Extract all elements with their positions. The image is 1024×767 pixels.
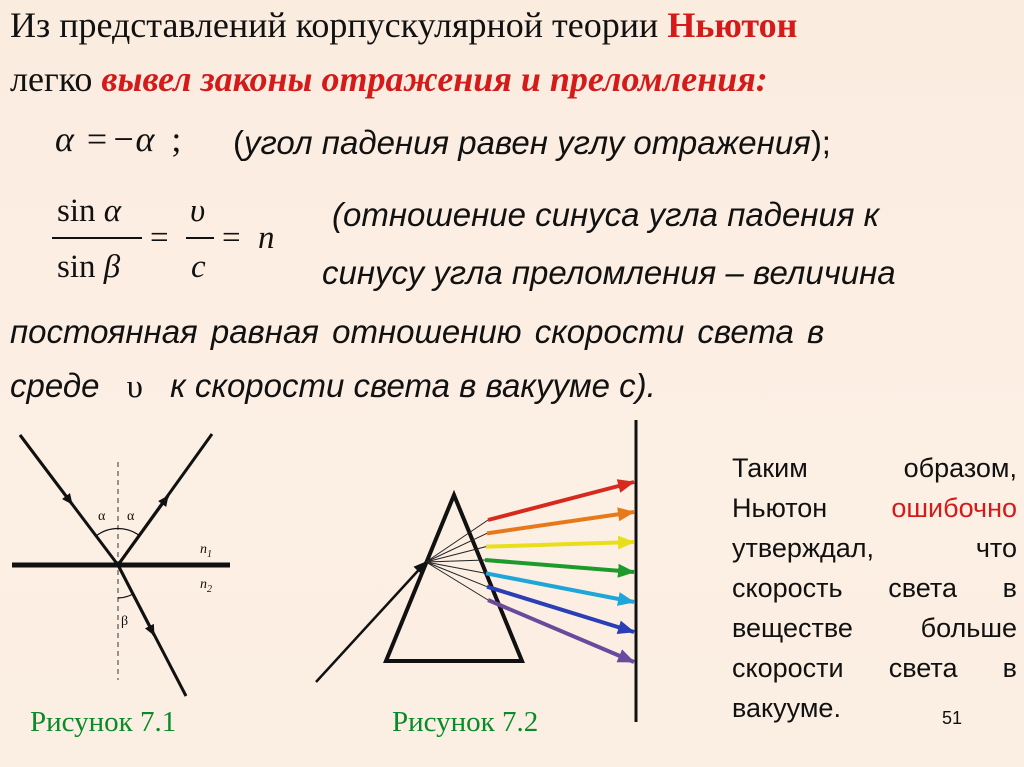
equals-sign: = (86, 119, 108, 159)
internal-ray (426, 562, 487, 587)
figure-7-1 (0, 420, 260, 720)
sin-label: sin (57, 193, 96, 229)
figure-7-1-caption: Рисунок 7.1 (30, 706, 177, 738)
word: вакууме. (732, 693, 841, 723)
conclusion-line (732, 608, 1017, 648)
fraction-bar (186, 237, 214, 239)
refraction-caption-3: постоянная равная отношению скорости света в (10, 313, 825, 350)
word: утверждал, (732, 533, 875, 563)
refraction-caption-1: (отношение синуса угла падения к (332, 196, 880, 233)
alpha-label: α (98, 509, 106, 524)
semicolon: ; (171, 119, 182, 159)
equals-sign: = (150, 220, 169, 256)
word: скорости (732, 653, 844, 683)
sin-label: sin (57, 249, 96, 285)
open-paren: ( (233, 124, 244, 161)
n2-label: $n_2$ (200, 577, 212, 595)
word: больше (920, 613, 1017, 643)
word: что (975, 533, 1017, 563)
equals-sign: = (222, 220, 241, 256)
word: Ньютон (732, 493, 828, 523)
mistakenly-word: ошибочно (891, 493, 1017, 523)
reflection-caption (233, 124, 831, 162)
figure-7-2 (300, 420, 645, 725)
dispersed-ray (486, 573, 634, 602)
refraction-caption-4 (10, 367, 656, 406)
laws-highlight: вывел законы отражения и преломления: (101, 59, 768, 99)
word: веществе (732, 613, 853, 643)
word: скорость (732, 573, 843, 603)
dispersed-ray (485, 560, 634, 572)
dispersed-rays (485, 482, 634, 662)
incident-arrow (20, 435, 72, 504)
word: света (888, 653, 958, 683)
conclusion-line (732, 528, 1017, 568)
dispersed-ray (486, 542, 634, 547)
angle-arc (118, 594, 133, 598)
word: в (1002, 653, 1017, 683)
reflection-formula (55, 118, 181, 160)
internal-rays (426, 520, 488, 600)
n-symbol: n (258, 220, 275, 256)
alpha-label: α (127, 509, 135, 524)
conclusion-text (732, 448, 1017, 728)
c-symbol: c (191, 249, 206, 285)
word: света (888, 573, 957, 603)
beta-label: β (121, 614, 129, 629)
newton-name: Ньютон (667, 5, 798, 45)
upsilon-symbol: υ (190, 193, 206, 229)
alpha-symbol: α (103, 193, 122, 229)
conclusion-line (732, 648, 1017, 688)
conclusion-line (732, 688, 1017, 728)
page-number: 51 (942, 708, 963, 728)
refraction-caption-2: синусу угла преломления – величина (322, 254, 896, 291)
conclusion-line (732, 488, 1017, 528)
upsilon-symbol: υ (126, 369, 143, 405)
close-paren: ); (810, 124, 831, 161)
figure-7-2-caption: Рисунок 7.2 (392, 706, 539, 738)
internal-ray (426, 560, 485, 562)
intro-line-2 (10, 58, 768, 100)
n1-label: $n_1$ (200, 542, 212, 560)
intro-line-1 (10, 4, 797, 46)
word: в (1002, 573, 1017, 603)
intro-line-2-text: легко (10, 59, 93, 99)
word: образом, (903, 453, 1017, 483)
reflection-caption-text: угол падения равен углу отражения (244, 124, 811, 161)
beta-symbol: β (103, 249, 121, 285)
conclusion-line (732, 568, 1017, 608)
caption-word: среде (10, 367, 100, 404)
incident-ray (316, 562, 426, 682)
caption-word: к скорости света в вакууме с). (170, 367, 656, 404)
fraction-bar (52, 237, 142, 239)
word: Таким (732, 453, 808, 483)
alpha-symbol: α (55, 119, 74, 159)
intro-line-1-text: Из представлений корпускулярной теории (10, 5, 659, 45)
reflected-arrow (118, 496, 168, 565)
minus-alpha-symbol: −α (111, 119, 155, 159)
conclusion-line (732, 448, 1017, 488)
